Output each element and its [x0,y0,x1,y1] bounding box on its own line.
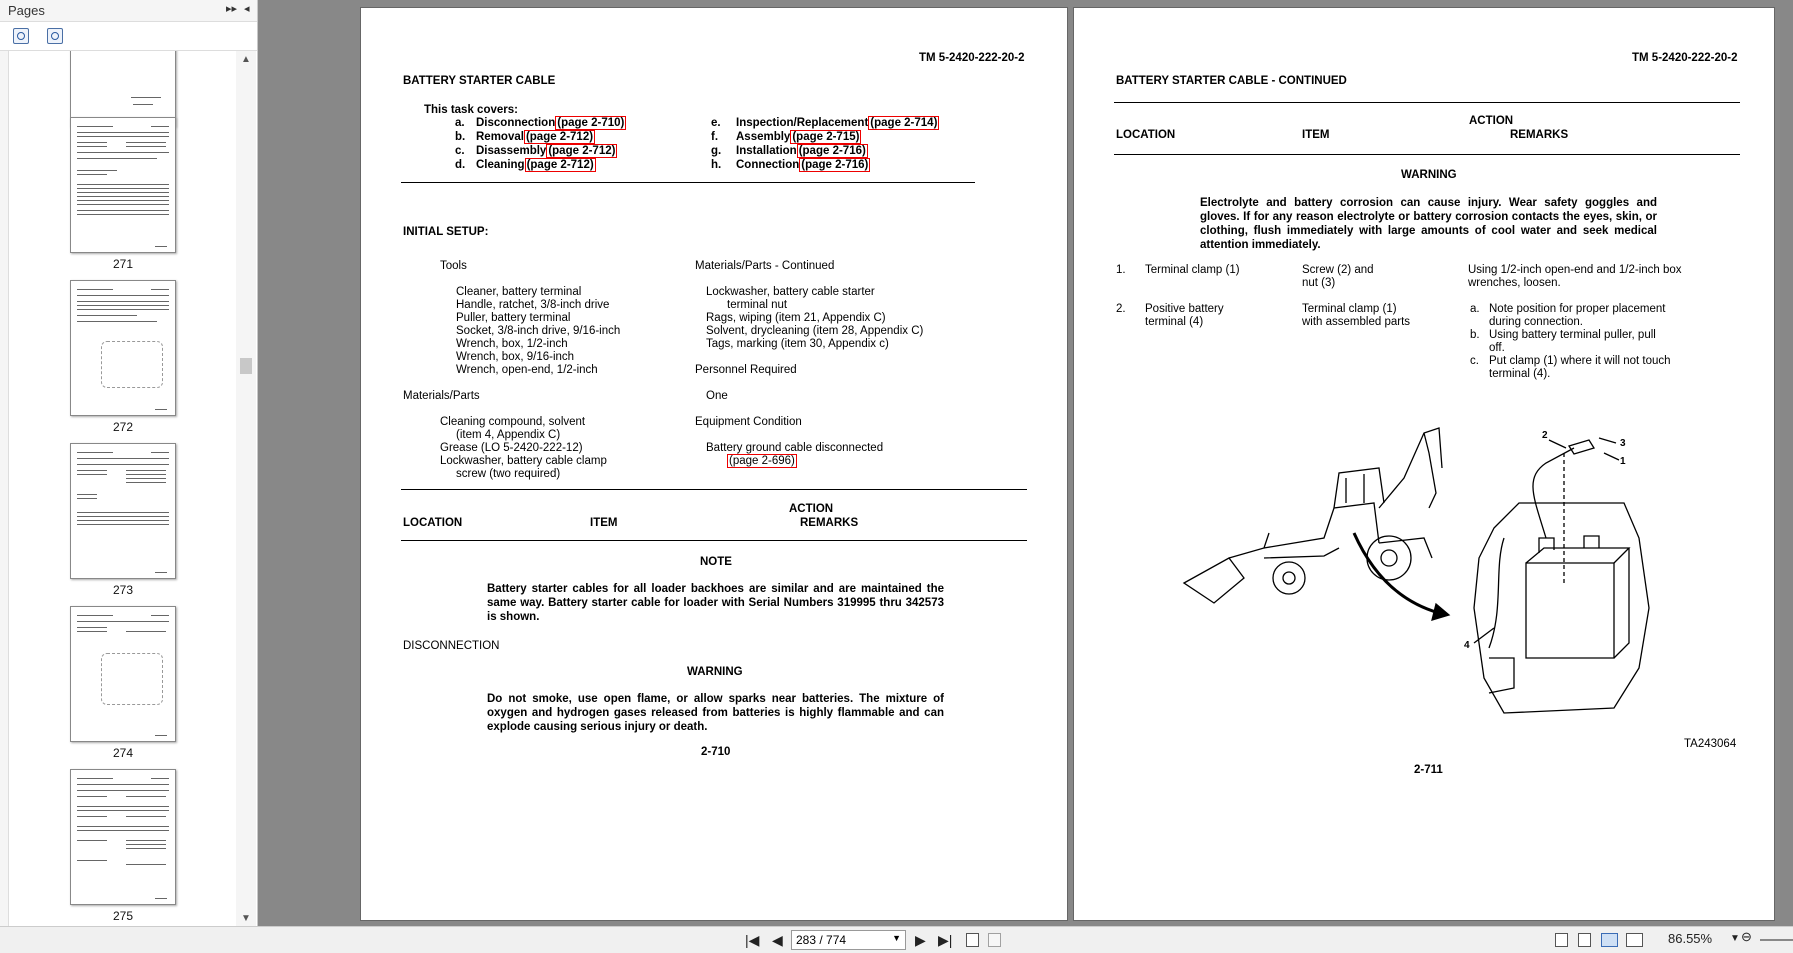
thumbnail-list [8,51,236,926]
page-thumbnail[interactable] [70,280,176,416]
page-link[interactable]: (page 2-714) [870,117,938,129]
callout-label: 1 [1620,456,1626,467]
equipment-label: Equipment Condition [695,416,802,428]
step-item: Screw (2) and [1302,264,1374,276]
doc-id: TM 5-2420-222-20-2 [919,52,1025,64]
scroll-down-icon[interactable]: ▼ [241,913,251,924]
page-link[interactable]: (page 2-716) [801,159,869,171]
page-link[interactable]: (page 2-712) [548,145,616,157]
tool-item: Socket, 3/8-inch drive, 9/16-inch [456,325,621,337]
page-link[interactable]: (page 2-710) [557,117,625,129]
task-name: Cleaning [476,159,525,171]
thumbnail-label: 274 [112,746,134,760]
page-link[interactable]: (page 2-696) [729,455,795,467]
step-location: terminal (4) [1145,316,1204,328]
task-name: Assembly [736,131,791,143]
substep-text: terminal (4). [1489,368,1551,380]
chevron-down-icon[interactable]: ▼ [892,933,901,943]
zoom-menu-chevron-icon[interactable]: ▼ [1730,933,1740,944]
document-page-right [1073,7,1775,921]
two-page-view-icon[interactable] [1601,933,1618,947]
next-page-icon[interactable]: ▶ [915,932,926,948]
column-header-remarks: REMARKS [800,517,859,529]
divider [401,540,1027,541]
thumbnail-label: 275 [112,909,134,923]
step-item: with assembled parts [1302,316,1411,328]
substep-letter: a. [1470,303,1480,315]
page-thumbnail[interactable] [70,117,176,253]
page-number-input[interactable] [791,930,906,950]
task-letter: c. [455,145,465,157]
materials-label: Materials/Parts [403,390,480,402]
callout-label: 2 [1542,430,1548,441]
continuous-view-icon[interactable] [1578,933,1591,947]
task-letter: e. [711,117,721,129]
step-item: nut (3) [1302,277,1336,289]
last-page-icon[interactable]: ▶| [938,932,953,948]
enlarge-thumbnails-icon[interactable] [13,28,29,44]
task-letter: d. [455,159,466,171]
pane-options-icon[interactable]: ▸▸ [226,3,238,15]
substep-text: off. [1489,342,1505,354]
thumbnail-label: 271 [112,257,134,271]
material-item: Solvent, drycleaning (item 28, Appendix C) [706,325,924,337]
tool-item: Wrench, box, 1/2-inch [456,338,568,350]
pages-pane-toolbar [0,22,257,51]
task-name: Inspection/Replacement [736,117,869,129]
step-location: Terminal clamp (1) [1145,264,1240,276]
material-item: Cleaning compound, solvent [440,416,586,428]
document-page-left [360,7,1068,921]
column-header-action: ACTION [1469,115,1514,127]
fit-page-icon[interactable] [966,933,979,947]
initial-setup-heading: INITIAL SETUP: [403,226,489,238]
page-title: BATTERY STARTER CABLE [403,75,556,87]
collapse-pane-icon[interactable]: ◂ [244,3,250,15]
substep-text: Using battery terminal puller, pull [1489,329,1656,341]
page-title: BATTERY STARTER CABLE - CONTINUED [1116,75,1347,87]
warning-text: Electrolyte and battery corrosion can cause injury. Wear safety goggles and gloves. If for any reason electrolyte or battery corrosion contacts the eyes, skin, or clothing, flush immediately with large amounts of cool water and seek medical attention immediately. [1200,197,1657,251]
page-thumbnail[interactable] [70,51,176,127]
backhoe-battery-illustration [1174,408,1654,728]
scrollbar-thumb[interactable] [240,358,252,374]
task-covers-label: This task covers: [424,104,518,116]
page-link[interactable]: (page 2-715) [792,131,860,143]
task-letter: b. [455,131,466,143]
column-header-action: ACTION [789,503,834,515]
document-viewport [258,0,1793,926]
material-item: Lockwasher, battery cable clamp [440,455,607,467]
page-indicator: 283 / 774 [796,933,847,947]
doc-id: TM 5-2420-222-20-2 [1632,52,1738,64]
step-remarks: Using 1/2-inch open-end and 1/2-inch box [1468,264,1682,276]
material-item: Grease (LO 5-2420-222-12) [440,442,583,454]
step-item: Terminal clamp (1) [1302,303,1397,315]
divider [1114,154,1740,155]
substep-letter: c. [1470,355,1479,367]
thumbnail-label: 272 [112,420,134,434]
step-remarks: wrenches, loosen. [1468,277,1561,289]
first-page-icon[interactable]: |◀ [745,932,760,948]
thumbnail-scrollbar[interactable] [236,51,256,926]
page-thumbnail[interactable] [70,769,176,905]
task-name: Installation [736,145,797,157]
step-location: Positive battery [1145,303,1224,315]
tool-item: Handle, ratchet, 3/8-inch drive [456,299,610,311]
material-item: screw (two required) [456,468,561,480]
substep-letter: b. [1470,329,1480,341]
status-bar [0,926,1793,953]
task-letter: a. [455,117,465,129]
two-page-continuous-view-icon[interactable] [1626,933,1643,947]
page-thumbnail[interactable] [70,606,176,742]
thumbnail-label: 273 [112,583,134,597]
column-header-item: ITEM [590,517,618,529]
tool-item: Puller, battery terminal [456,312,571,324]
page-number: 2-710 [701,746,731,758]
fit-width-icon[interactable] [988,933,1001,947]
warning-text: Do not smoke, use open flame, or allow sparks near batteries. The mixture of oxygen and hydrogen gases released from batteries is highly flammable and can explode causing serious injury or death. [487,693,944,733]
task-name: Removal [476,131,524,143]
page-link[interactable]: (page 2-716) [798,145,866,157]
step-number: 1. [1116,264,1126,276]
material-item: Lockwasher, battery cable starter [706,286,875,298]
warning-title: WARNING [1401,169,1457,181]
tool-item: Wrench, open-end, 1/2-inch [456,364,598,376]
material-item: terminal nut [727,299,788,311]
divider [401,489,1027,490]
page-thumbnail[interactable] [70,443,176,579]
column-header-remarks: REMARKS [1510,129,1569,141]
task-letter: f. [711,131,719,143]
zoom-slider[interactable] [1760,939,1793,941]
material-item: Rags, wiping (item 21, Appendix C) [706,312,886,324]
warning-title: WARNING [687,666,743,678]
pages-pane-header [0,0,257,22]
pages-pane-title: Pages [8,3,45,18]
material-item: (item 4, Appendix C) [456,429,561,441]
materials-continued-label: Materials/Parts - Continued [695,260,835,272]
page-link[interactable]: (page 2-712) [526,159,594,171]
column-header-location: LOCATION [403,517,463,529]
personnel-value: One [706,390,728,402]
tool-item: Wrench, box, 9/16-inch [456,351,575,363]
task-letter: h. [711,159,722,171]
previous-page-icon[interactable]: ◀ [772,932,783,948]
task-letter: g. [711,145,722,157]
pages-pane [0,0,258,926]
task-name: Disconnection [476,117,556,129]
substep-text: Note position for proper placement [1489,303,1666,315]
zoom-level[interactable]: 86.55% [1668,931,1713,946]
material-item: Tags, marking (item 30, Appendix c) [706,338,889,350]
task-name: Disassembly [476,145,547,157]
divider [401,182,975,183]
zoom-out-icon[interactable]: ⊖ [1741,929,1752,944]
substep-text: during connection. [1489,316,1583,328]
task-name: Connection [736,159,800,171]
single-page-view-icon[interactable] [1555,933,1568,947]
step-number: 2. [1116,303,1126,315]
page-link[interactable]: (page 2-712) [525,131,594,143]
figure-id: TA243064 [1684,738,1737,750]
tool-item: Cleaner, battery terminal [456,286,582,298]
callout-label: 4 [1464,640,1470,651]
page-number: 2-711 [1414,764,1443,776]
divider [1114,102,1740,103]
reduce-thumbnails-icon[interactable] [47,28,63,44]
personnel-label: Personnel Required [695,364,797,376]
tools-label: Tools [440,260,467,272]
equipment-value: Battery ground cable disconnected [706,442,884,454]
callout-label: 3 [1620,438,1626,449]
substep-text: Put clamp (1) where it will not touch [1489,355,1671,367]
scroll-up-icon[interactable]: ▲ [241,54,251,65]
note-text: Battery starter cables for all loader backhoes are similar and are maintained the same way. Battery starter cable for loader with Serial Numbers 319995 thru 342573 is shown. [487,583,944,623]
column-header-item: ITEM [1302,129,1330,141]
section-heading: DISCONNECTION [403,640,500,652]
column-header-location: LOCATION [1116,129,1176,141]
note-title: NOTE [700,556,732,568]
